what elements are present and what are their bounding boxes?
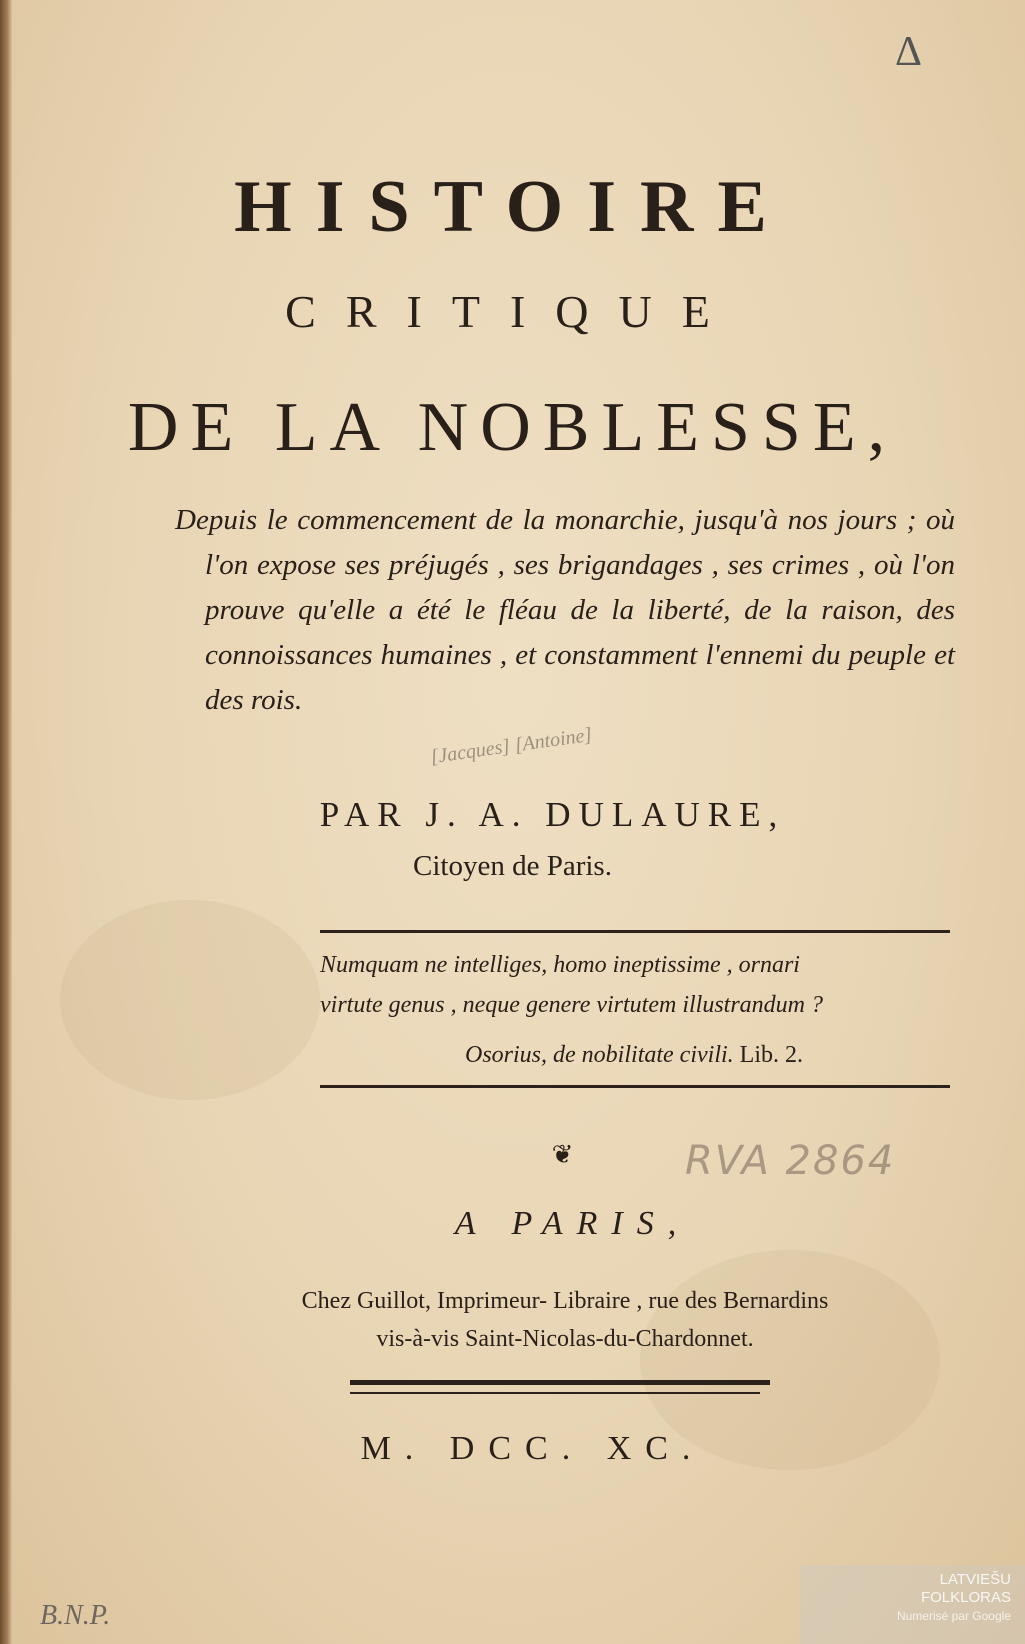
motto-source <box>465 1042 803 1069</box>
publisher-line-1: Chez Guillot, Imprimeur- Libraire , rue des Bernardins <box>301 1288 829 1314</box>
double-rule-bottom <box>350 1392 760 1394</box>
library-stamp: B.N.P. <box>40 1600 111 1631</box>
ornament-icon: ❦ <box>551 1140 574 1169</box>
title-line-3: DE LA NOBLESSE, <box>127 389 898 466</box>
publisher-block <box>175 1282 955 1358</box>
author-city: Citoyen de Paris. <box>413 850 612 882</box>
motto-line-1: Numquam ne intelliges, homo ineptissime , ornari <box>320 952 800 978</box>
motto-line-2: virtute genus , neque genere virtutem illustrandum ? <box>320 992 824 1018</box>
handwritten-annotation: [Jacques] [Antoine] <box>429 723 594 769</box>
title-line-1: HISTOIRE <box>234 166 791 248</box>
digitization-watermark <box>800 1565 1025 1644</box>
motto-source-work: , de nobilitate civili. <box>541 1042 734 1068</box>
bottom-rule <box>320 1085 950 1088</box>
imprint-date: M. DCC. XC. <box>360 1430 705 1467</box>
shelfmark-stamp: RVA 2864 <box>685 1138 896 1184</box>
subtitle-paragraph: Depuis le commencement de la monarchie, jusqu'à nos jours ; où l'on expose ses préjugés , ses brigandages , ses crimes , où l'on prouve qu'elle a été le fléau de la liberté, de la raison, des connoissances humaines , et constamment l'ennemi du peuple et des rois. <box>175 504 955 716</box>
title-line-2: CRITIQUE <box>285 286 740 337</box>
watermark-note: Numerisé par Google <box>896 1609 1011 1623</box>
motto-source-author: Osorius <box>465 1042 542 1068</box>
imprint-place: A PARIS, <box>454 1205 691 1242</box>
motto-source-book: Lib. 2. <box>733 1042 803 1068</box>
corner-mark: Δ <box>895 29 923 75</box>
watermark-line-1: LATVIEŠU <box>939 1571 1011 1588</box>
watermark-line-2: FOLKLORAS <box>920 1589 1011 1606</box>
author-byline: PAR J. A. DULAURE, <box>319 795 786 834</box>
top-rule <box>320 930 950 933</box>
double-rule-top <box>350 1380 770 1385</box>
publisher-line-2: vis-à-vis Saint-Nicolas-du-Chardonnet. <box>376 1326 754 1352</box>
paper-stain <box>60 900 320 1100</box>
